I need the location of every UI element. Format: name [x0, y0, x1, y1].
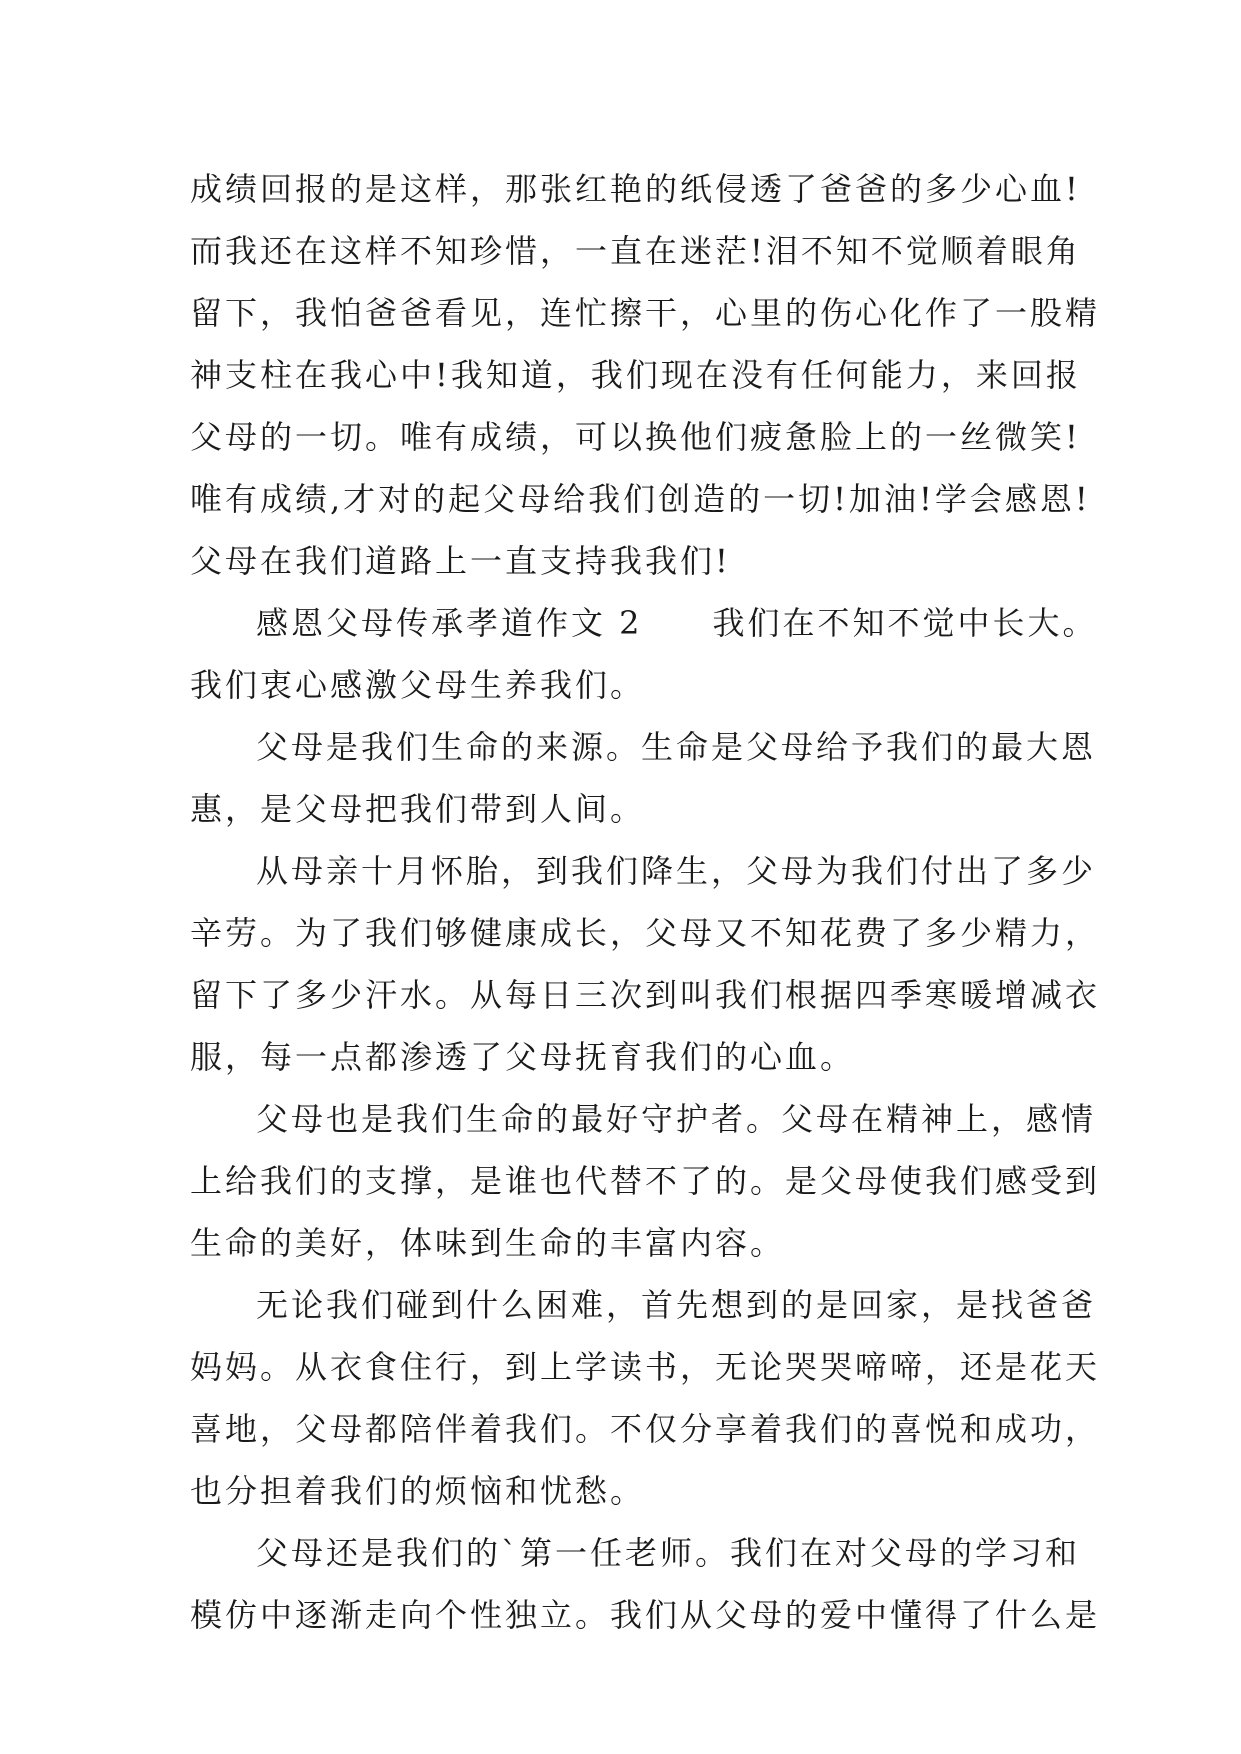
text-line: 上给我们的支撑，是谁也代替不了的。是父母使我们感受到	[190, 1162, 1101, 1200]
text-line: 也分担着我们的烦恼和忧愁。	[190, 1472, 646, 1510]
text-line: 妈妈。从衣食住行，到上学读书，无论哭哭啼啼，还是花天	[190, 1348, 1101, 1386]
paragraph-first-line: 父母是我们生命的来源。生命是父母给予我们的最大恩	[256, 728, 1097, 766]
text-line: 而我还在这样不知珍惜，一直在迷茫!泪不知不觉顺着眼角	[190, 232, 1081, 270]
text-line: 父母在我们道路上一直支持我我们!	[190, 542, 731, 580]
paragraph-first-line: 父母也是我们生命的最好守护者。父母在精神上，感情	[256, 1100, 1097, 1138]
text-line: 留下，我怕爸爸看见，连忙擦干，心里的伤心化作了一股精	[190, 294, 1101, 332]
paragraph-first-line: 感恩父母传承孝道作文 2 我们在不知不觉中长大。	[256, 604, 1098, 642]
text-line: 服，每一点都渗透了父母抚育我们的心血。	[190, 1038, 856, 1076]
text-line: 父母的一切。唯有成绩，可以换他们疲惫脸上的一丝微笑!	[190, 418, 1081, 456]
text-line: 成绩回报的是这样，那张红艳的纸侵透了爸爸的多少心血!	[190, 170, 1081, 208]
text-line: 留下了多少汗水。从每日三次到叫我们根据四季寒暖增减衣	[190, 976, 1101, 1014]
text-line: 模仿中逐渐走向个性独立。我们从父母的爱中懂得了什么是	[190, 1596, 1101, 1634]
essay-text	[190, 158, 1101, 1646]
paragraph-first-line: 父母还是我们的`第一任老师。我们在对父母的学习和	[256, 1534, 1081, 1572]
paragraph-first-line: 从母亲十月怀胎，到我们降生，父母为我们付出了多少	[256, 852, 1097, 890]
text-line: 生命的美好，体味到生命的丰富内容。	[190, 1224, 786, 1262]
text-line: 惠，是父母把我们带到人间。	[190, 790, 646, 828]
text-line: 喜地，父母都陪伴着我们。不仅分享着我们的喜悦和成功，	[190, 1410, 1101, 1448]
text-line: 神支柱在我心中!我知道，我们现在没有任何能力，来回报	[190, 356, 1081, 394]
paragraph-first-line: 无论我们碰到什么困难，首先想到的是回家，是找爸爸	[256, 1286, 1097, 1324]
text-line: 唯有成绩,才对的起父母给我们创造的一切!加油!学会感恩!	[190, 480, 1091, 518]
text-line: 辛劳。为了我们够健康成长，父母又不知花费了多少精力，	[190, 914, 1101, 952]
text-line: 我们衷心感激父母生养我们。	[190, 666, 646, 704]
